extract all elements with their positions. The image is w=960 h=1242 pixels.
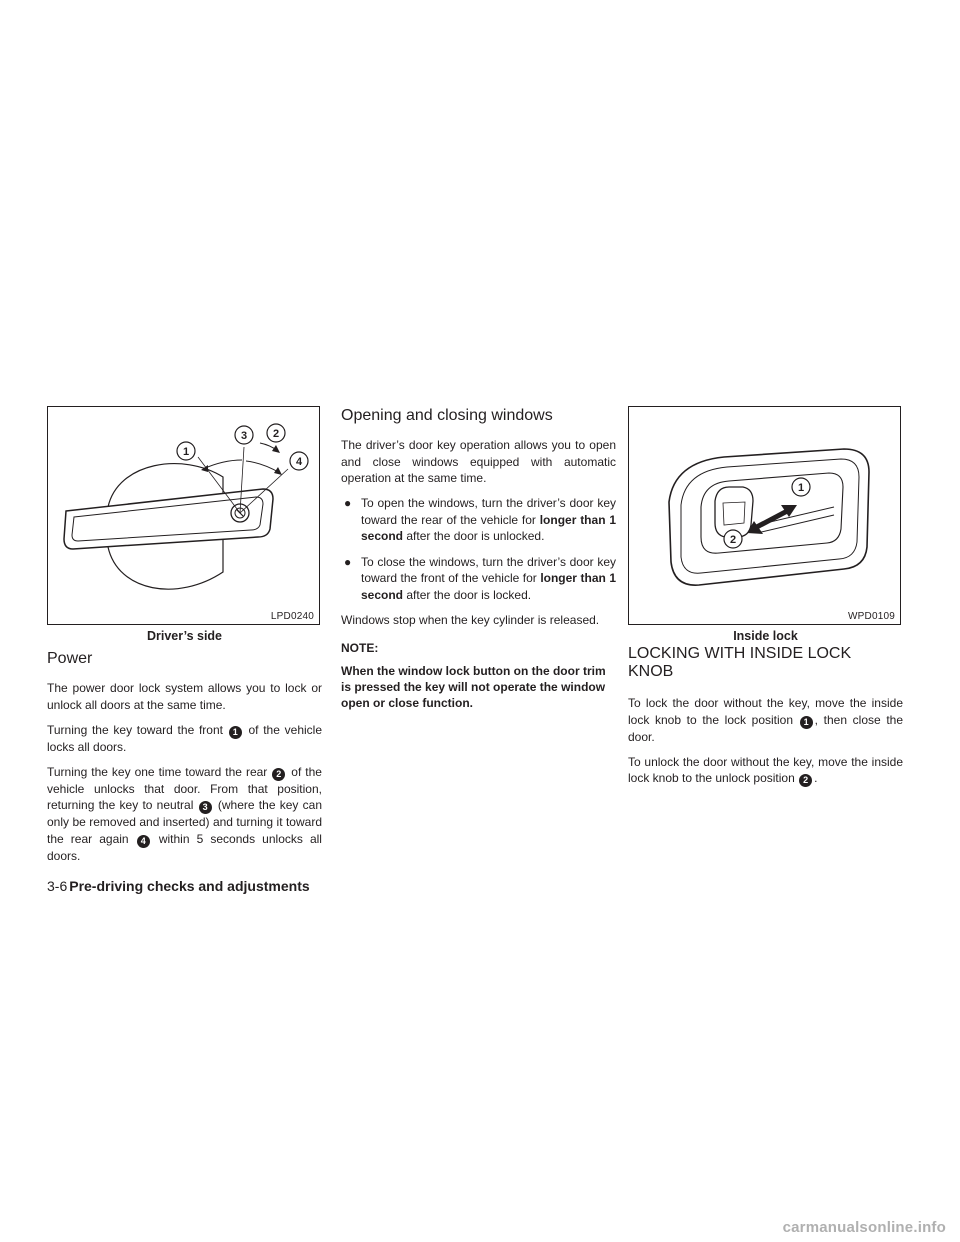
text-run: To close the windows, turn the driver’s door key toward the front of the vehicle for [361,554,616,585]
svg-text:1: 1 [797,482,805,494]
chapter-title: Pre-driving checks and adjustments [69,878,310,894]
number-badge: 4 [137,835,150,848]
list-item [341,554,616,604]
paragraph [628,695,903,745]
paragraph: The power door lock system allows you to lock or unlock all doors at the same time. [47,681,322,712]
column-inside-lock [628,406,903,796]
note-heading: NOTE: [341,640,379,655]
svg-text:3: 3 [240,430,248,442]
number-badge: 1 [800,716,813,729]
callout-1 [792,478,810,496]
number-badge: 2 [272,768,285,781]
column-windows [341,406,616,711]
number-badge: 2 [799,774,812,787]
svg-text:1: 1 [182,446,190,458]
emphasis: longer than 1 second [361,512,616,543]
figure-inside-lock [628,406,901,625]
emphasis: longer than 1 second [361,571,616,602]
section-heading-power: Power [47,650,93,667]
paragraph: Windows stop when the key cylinder is released. [341,613,600,627]
figure-caption: Inside lock [733,629,798,643]
bullet-icon: ● [344,496,352,510]
section-heading-inside-lock: LOCKING WITH INSIDE LOCK KNOB [628,645,852,680]
paragraph: The driver’s door key operation allows you to open and close windows equipped with automatic operation at the same time. [341,438,616,485]
page-footer [47,878,310,894]
text-run: after the door is locked. [406,587,532,602]
bullet-list [341,495,616,603]
svg-text:2: 2 [272,428,280,440]
column-power [47,406,322,873]
text-run: To unlock the door without the key, move the inside lock knob to the unlock position [628,754,903,785]
text-run: . [814,771,818,785]
text-run: within 5 seconds unlocks all doors. [47,831,322,863]
text-run: of the vehicle unlocks that door. From that position, returning the key to neutral [47,764,322,812]
figure-caption: Driver’s side [146,629,223,643]
svg-text:2: 2 [729,534,737,546]
callout-3 [235,426,253,444]
text-run: To open the windows, turn the driver’s door key toward the rear of the vehicle for [361,496,616,527]
callout-1 [177,442,195,460]
bullet-icon: ● [344,554,352,569]
figure-drivers-side [47,406,320,625]
door-handle-illustration [48,407,321,626]
figure-code: WPD0109 [848,611,895,622]
text-run: Turning the key one time toward the rear [47,764,268,779]
number-badge: 1 [229,726,242,739]
callout-4 [290,452,308,470]
page-number: 3-6 [47,878,68,894]
callout-2 [724,530,742,548]
number-badge: 3 [199,801,212,814]
text-run: (where the key can only be removed and inserted) and turning it toward the rear again [47,798,322,846]
text-run: , then close the door. [628,712,904,744]
callout-2 [267,424,285,442]
figure-code: LPD0240 [270,611,314,622]
note-body: When the window lock button on the door trim is pressed the key will not operate the window open or close function. [341,663,606,710]
watermark: carmanualsonline.info [782,1219,946,1236]
list-item [341,495,616,545]
paragraph [47,764,322,865]
paragraph [628,754,903,788]
svg-text:4: 4 [295,456,303,468]
text-run: after the door is unlocked. [406,529,545,543]
text-run: To lock the door without the key, move the inside lock knob to the lock position [628,696,903,727]
section-heading-windows: Opening and closing windows [341,407,553,424]
text-run: Turning the key toward the front [47,722,223,737]
text-run: of the vehicle locks all doors. [47,722,322,754]
inside-lock-illustration [629,407,902,626]
paragraph [47,722,322,756]
